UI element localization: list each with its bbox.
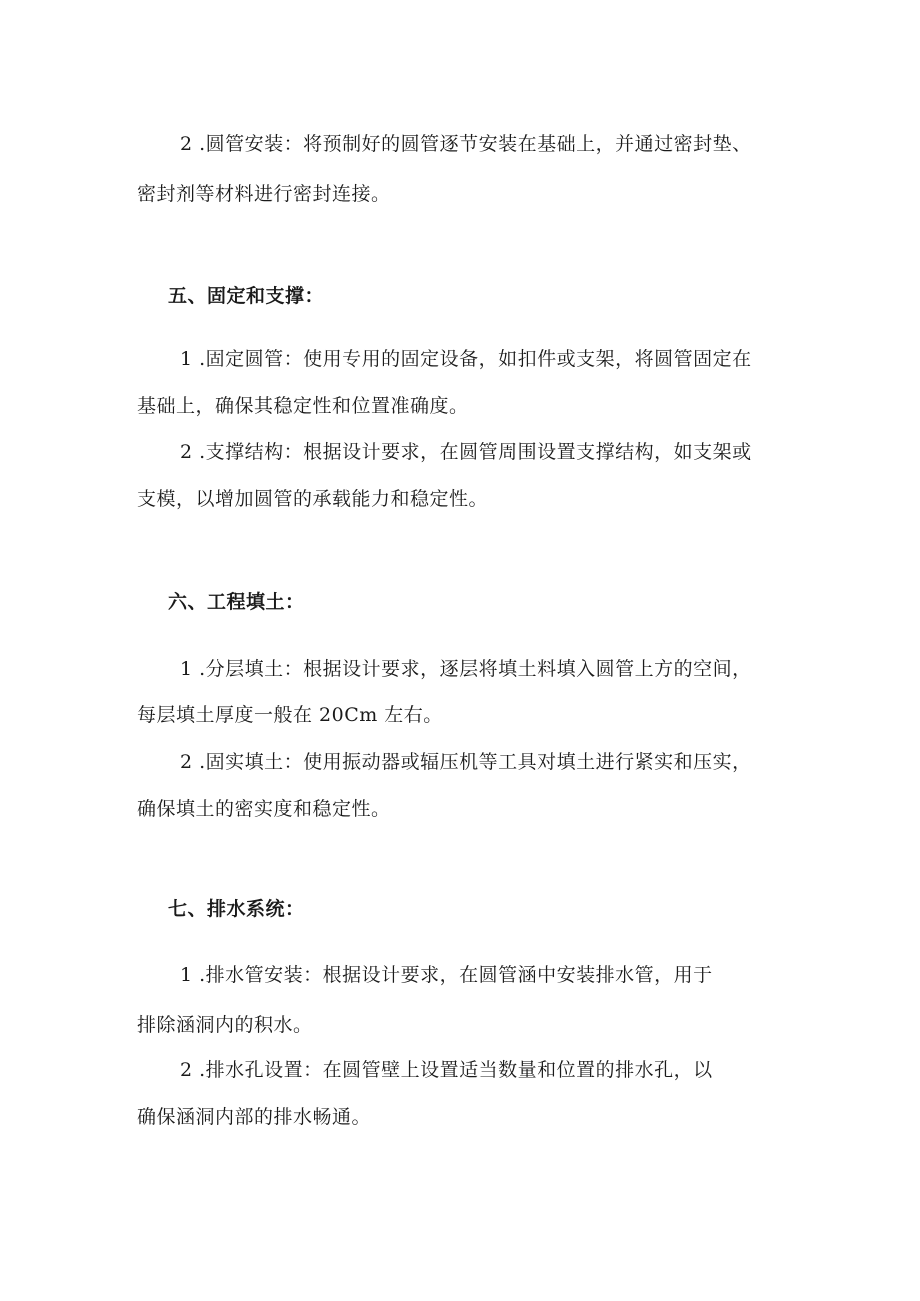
paragraph-line: 排除涵洞内的积水。 bbox=[137, 1014, 313, 1036]
paragraph-line: 基础上，确保其稳定性和位置准确度。 bbox=[137, 395, 469, 417]
paragraph-line: 1 .排水管安装：根据设计要求，在圆管涵中安装排水管，用于 bbox=[180, 964, 713, 986]
paragraph-line: 确保涵洞内部的排水畅通。 bbox=[137, 1106, 372, 1128]
paragraph-line: 2 .排水孔设置：在圆管壁上设置适当数量和位置的排水孔，以 bbox=[180, 1059, 713, 1081]
paragraph-line: 每层填土厚度一般在 20Cm 左右。 bbox=[137, 704, 443, 726]
paragraph-line: 密封剂等材料进行密封连接。 bbox=[137, 183, 391, 205]
paragraph-line: 支模，以增加圆管的承载能力和稳定性。 bbox=[137, 488, 489, 510]
section-heading: 六、工程填土： bbox=[168, 591, 305, 613]
paragraph-line: 确保填土的密实度和稳定性。 bbox=[137, 798, 391, 820]
paragraph-line: 1 .固定圆管：使用专用的固定设备，如扣件或支架，将圆管固定在 bbox=[180, 348, 752, 370]
paragraph-line: 1 .分层填土：根据设计要求，逐层将填土料填入圆管上方的空间， bbox=[180, 658, 752, 680]
paragraph-line: 2 .固实填土：使用振动器或辐压机等工具对填土进行紧实和压实， bbox=[180, 751, 752, 773]
paragraph-line: 2 .支撑结构：根据设计要求，在圆管周围设置支撑结构，如支架或 bbox=[180, 441, 752, 463]
paragraph-line: 2 .圆管安装：将预制好的圆管逐节安装在基础上，并通过密封垫、 bbox=[180, 133, 752, 155]
section-heading: 七、排水系统： bbox=[168, 898, 305, 920]
section-heading: 五、固定和支撑： bbox=[168, 285, 325, 307]
